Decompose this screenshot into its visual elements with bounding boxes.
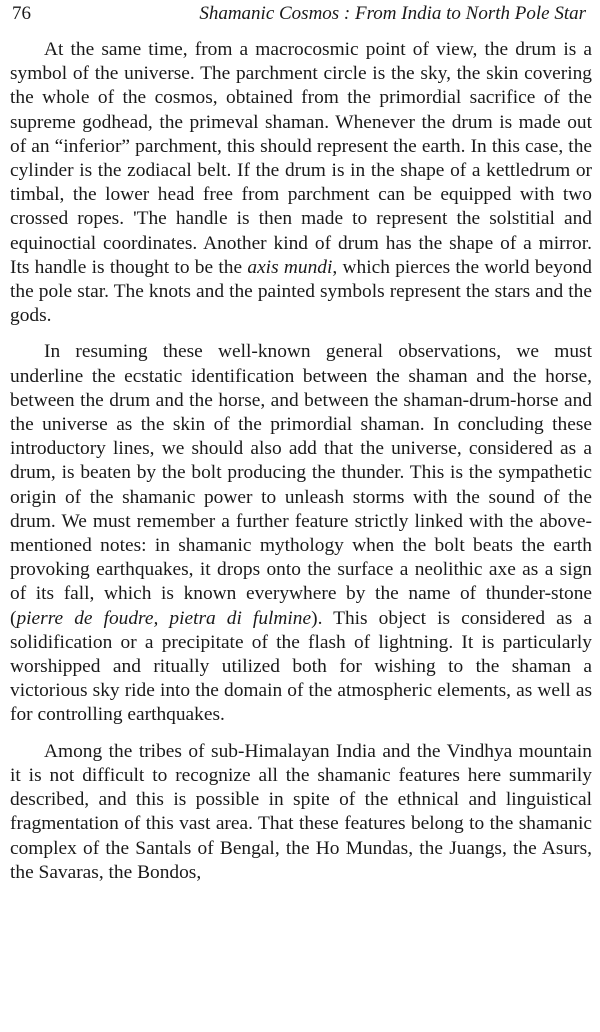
body-text <box>6 38 594 885</box>
paragraph-text: In resuming these well-known general observations, we must underline the ecstatic identification between the shaman and the horse, between the drum and the horse, and between the shaman-drum-horse and the universe as the skin of the primordial shaman. In concluding these introductory lines, we should also add that the universe, considered as a drum, is beaten by the bolt producing the thunder. This is the sympathetic origin of the shamanic power to unleash storms with the sound of the drum. We must remember a further feature strictly linked with the above-mentioned notes: in shamanic mythology when the bolt beats the earth provoking earthquakes, it drops onto the surface a neolithic axe as a sign of its fall, which is known everywhere by the name of thunder-stone ( <box>10 341 592 629</box>
running-title: Shamanic Cosmos : From India to North Pole Star <box>199 3 586 24</box>
paragraph-text: Among the tribes of sub-Himalayan India and the Vindhya mountain it is not difficult to recognize all the shamanic features here summarily described, and this is possible in spite of the ethnical and linguistical fragmentation of this vast area. That these features belong to the shamanic complex of the Santals of Bengal, the Ho Mundas, the Juangs, the Asurs, the Savaras, the Bondos, <box>10 740 592 883</box>
paragraph-tribes <box>10 740 592 885</box>
page-number: 76 <box>12 3 31 24</box>
paragraph-text: At the same time, from a macrocosmic point of view, the drum is a symbol of the universe. The parchment circle is the sky, the skin covering the whole of the cosmos, obtained from the primordial sacrifice of the supreme godhead, the primeval shaman. Whenever the drum is made out of an “inferior” parchment, this should represent the earth. In this case, the cylinder is the zodiacal belt. If the drum is in the shape of a kettledrum or timbal, the lower head free from parchment can be equipped with two crossed ropes. 'The handle is then made to represent the solstitial and equinoctial coordinates. Another kind of drum has the shape of a mirror. Its handle is thought to be the <box>10 39 592 278</box>
italic-term-thunder-stone: pierre de foudre, pietra di fulmine <box>16 607 312 629</box>
running-header <box>6 0 594 32</box>
italic-term-axis-mundi: axis mundi <box>247 256 333 278</box>
paragraph-drum-universe <box>10 38 592 328</box>
paragraph-identification <box>10 340 592 727</box>
paragraph-text: , which pierces the world beyond the pole star. The knots and the painted symbols represent the stars and the gods. <box>10 256 592 327</box>
paragraph-text: ). This object is considered as a solidification or a precipitate of the flash of lightning. It is particularly worshipped and ritually utilized both for wishing to the shaman a victorious sky ride into the domain of the atmospheric elements, as well as for controlling earthquakes. <box>10 607 593 726</box>
